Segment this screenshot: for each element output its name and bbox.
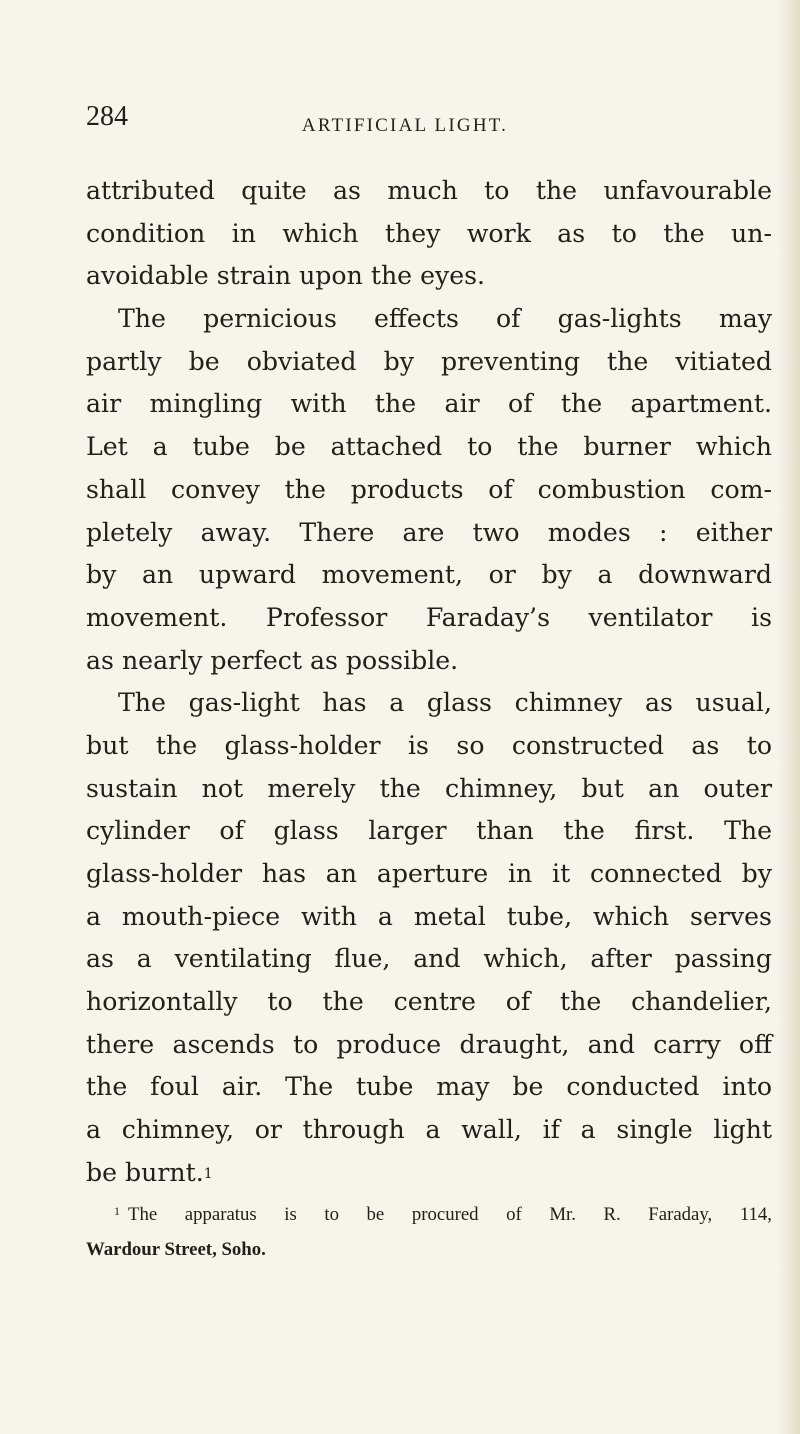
text-line: the foul air. The tube may be conducted into: [86, 1072, 772, 1102]
text-line: sustain not merely the chimney, but an outer: [86, 773, 772, 803]
text-line: Let a tube be attached to the burner which: [86, 432, 772, 462]
text-line: shall convey the products of combustion com-: [86, 474, 772, 504]
text-line: a chimney, or through a wall, if a single light: [86, 1115, 772, 1145]
footnote-reference[interactable]: 1: [203, 1165, 213, 1182]
text-line: movement. Professor Faraday’s ventilator is: [86, 602, 772, 632]
text-line: cylinder of glass larger than the first. The: [86, 816, 772, 846]
footnote-line: [86, 1197, 772, 1232]
text-line: attributed quite as much to the unfavourable: [86, 176, 772, 205]
text-line: glass-holder has an aperture in it connected by: [86, 859, 772, 888]
last-text-line: [86, 1152, 772, 1195]
text-line: condition in which they work as to the un-: [86, 218, 772, 248]
text-line: be burnt.: [86, 1157, 204, 1187]
text-line: by an upward movement, or by a downward: [86, 560, 772, 590]
text-line: there ascends to produce draught, and carry off: [86, 1029, 772, 1059]
text-line: but the glass-holder is so constructed as to: [86, 730, 772, 760]
footnote-text: The apparatus is to be procured of Mr. R. Faraday, 114,: [128, 1204, 772, 1225]
footnote: [86, 1197, 772, 1267]
text-line: pletely away. There are two modes : either: [86, 517, 772, 547]
text-line: as a ventilating flue, and which, after passing: [86, 944, 772, 974]
text-line: The gas-light has a glass chimney as usual,: [118, 688, 772, 718]
footnote-mark: 1: [114, 1204, 120, 1218]
page-number: 284: [86, 101, 128, 132]
page-edge-shadow: [778, 0, 800, 1434]
text-line: The pernicious effects of gas-lights may: [118, 304, 772, 334]
text-line: air mingling with the air of the apartment.: [86, 389, 772, 419]
footnote-line: Wardour Street, Soho.: [86, 1239, 266, 1260]
text-line: horizontally to the centre of the chandelier,: [86, 987, 772, 1017]
body-text: [86, 170, 772, 1195]
running-head: ARTIFICIAL LIGHT.: [301, 115, 509, 136]
text-line: a mouth-piece with a metal tube, which serves: [86, 901, 772, 931]
text-line: partly be obviated by preventing the vitiated: [86, 346, 772, 376]
text-line: avoidable strain upon the eyes.: [86, 261, 486, 291]
text-line: as nearly perfect as possible.: [86, 645, 459, 675]
